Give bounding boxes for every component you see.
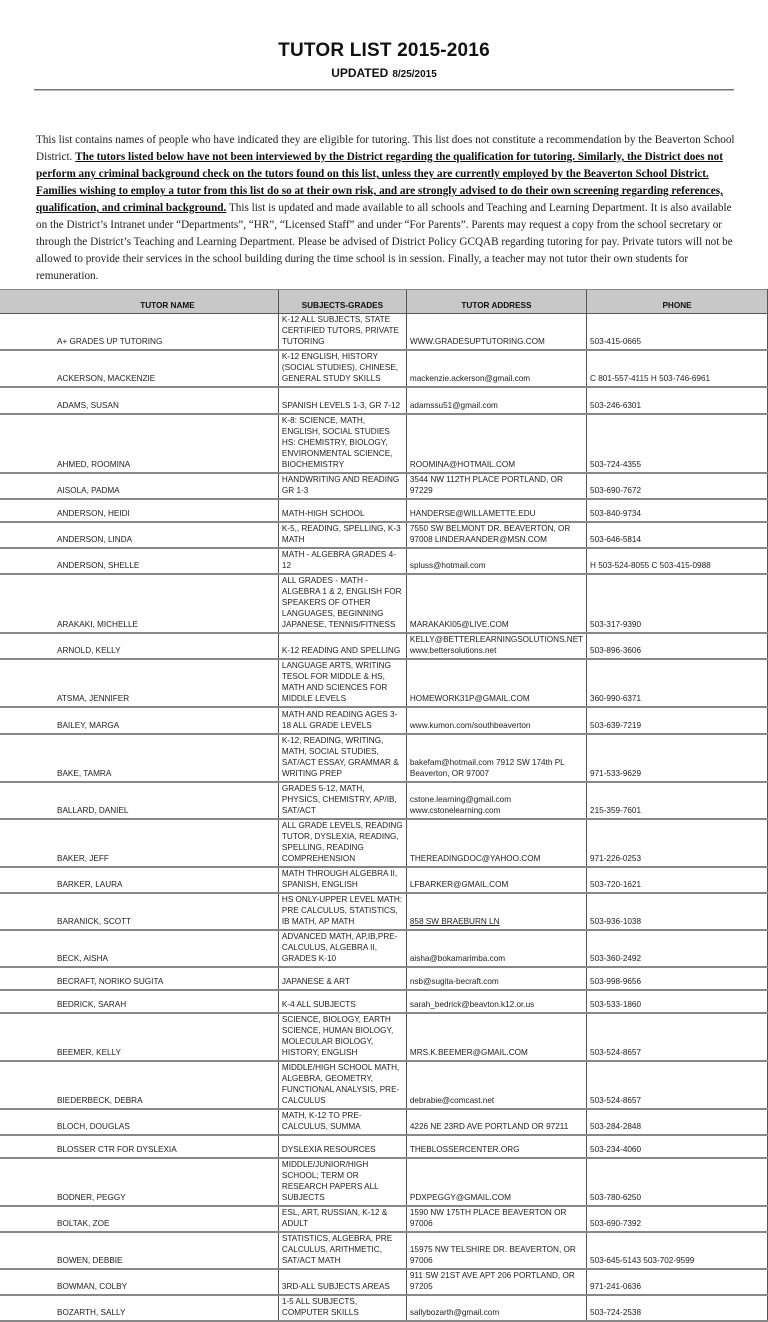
subjects-cell: K-4 ALL SUBJECTS	[278, 990, 406, 1013]
tutor-name-cell: AHMED, ROOMINA	[0, 414, 278, 473]
subjects-cell: ESL, ART, RUSSIAN, K-12 & ADULT	[278, 1206, 406, 1232]
table-row	[0, 1061, 768, 1109]
phone-cell: 503-720-1621	[587, 867, 768, 893]
phone-cell: 503-724-2538	[587, 1295, 768, 1321]
phone-cell: 503-524-8657	[587, 1061, 768, 1109]
address-cell: PDXPEGGY@GMAIL.COM	[406, 1158, 586, 1206]
phone-cell: 971-226-0253	[587, 819, 768, 867]
tutor-name-cell: BARANICK, SCOTT	[0, 893, 278, 930]
table-row	[0, 387, 768, 414]
subjects-cell: K-12, READING, WRITING, MATH, SOCIAL STUDIES, SAT/ACT ESSAY, GRAMMAR & WRITING PREP	[278, 734, 406, 782]
table-row	[0, 659, 768, 707]
table-row	[0, 1206, 768, 1232]
col-header-subjects: SUBJECTS-GRADES	[278, 290, 406, 314]
tutor-name-cell: ADAMS, SUSAN	[0, 387, 278, 414]
phone-cell: 215-359-7601	[587, 782, 768, 819]
table-row	[0, 967, 768, 990]
subjects-cell: K-12 ALL SUBJECTS, STATE CERTIFIED TUTORS, PRIVATE TUTORING	[278, 314, 406, 351]
address-cell: HANDERSE@WILLAMETTE.EDU	[406, 499, 586, 522]
tutor-name-cell: ATSMA, JENNIFER	[0, 659, 278, 707]
address-cell: adamssu51@gmail.com	[406, 387, 586, 414]
table-row	[0, 819, 768, 867]
address-cell: 4226 NE 23RD AVE PORTLAND OR 97211	[406, 1109, 586, 1135]
phone-cell: 503-284-2848	[587, 1109, 768, 1135]
tutor-name-cell: BARKER, LAURA	[0, 867, 278, 893]
subjects-cell: JAPANESE & ART	[278, 967, 406, 990]
table-row	[0, 782, 768, 819]
tutor-table	[0, 289, 768, 1322]
address-cell: WWW.GRADESUPTUTORING.COM	[406, 314, 586, 351]
tutor-name-cell: BAILEY, MARGA	[0, 707, 278, 734]
address-cell: MARAKAKI05@LIVE.COM	[406, 574, 586, 633]
table-row	[0, 867, 768, 893]
subjects-cell: K-12 READING AND SPELLING	[278, 633, 406, 659]
phone-cell: 503-360-2492	[587, 930, 768, 967]
address-cell: nsb@sugita-becraft.com	[406, 967, 586, 990]
tutor-name-cell: ARAKAKI, MICHELLE	[0, 574, 278, 633]
subjects-cell: K-8: SCIENCE, MATH, ENGLISH, SOCIAL STUDIES HS: CHEMISTRY, BIOLOGY, ENVIRONMENTAL SCIENCE, BIOCHEMISTRY	[278, 414, 406, 473]
table-row	[0, 1158, 768, 1206]
tutor-name-cell: BECRAFT, NORIKO SUGITA	[0, 967, 278, 990]
address-cell: 15975 NW TELSHIRE DR. BEAVERTON, OR 97006	[406, 1232, 586, 1269]
table-row	[0, 734, 768, 782]
header-divider	[34, 89, 734, 91]
subjects-cell: MIDDLE/JUNIOR/HIGH SCHOOL; TERM OR RESEARCH PAPERS ALL SUBJECTS	[278, 1158, 406, 1206]
table-row	[0, 1135, 768, 1158]
tutor-name-cell: BALLARD, DANIEL	[0, 782, 278, 819]
address-cell: KELLY@BETTERLEARNINGSOLUTIONS.NET www.bettersolutions.net	[406, 633, 586, 659]
tutor-name-cell: BECK, AISHA	[0, 930, 278, 967]
table-row	[0, 548, 768, 574]
address-cell: aisha@bokamarimba.com	[406, 930, 586, 967]
table-body	[0, 314, 768, 1322]
subjects-cell: MATH AND READING AGES 3-18 ALL GRADE LEVELS	[278, 707, 406, 734]
page-title: TUTOR LIST 2015-2016	[278, 40, 490, 61]
tutor-name-cell: A+ GRADES UP TUTORING	[0, 314, 278, 351]
phone-cell: 503-936-1038	[587, 893, 768, 930]
tutor-name-cell: BODNER, PEGGY	[0, 1158, 278, 1206]
phone-cell: 503-639-7219	[587, 707, 768, 734]
address-cell: cstone.learning@gmail.com www.cstonelearning.com	[406, 782, 586, 819]
phone-cell: 503-234-4060	[587, 1135, 768, 1158]
tutor-name-cell: BLOCH, DOUGLAS	[0, 1109, 278, 1135]
phone-cell: 360-990-6371	[587, 659, 768, 707]
tutor-name-cell: BOWEN, DEBBIE	[0, 1232, 278, 1269]
phone-cell: 503-533-1860	[587, 990, 768, 1013]
table-row	[0, 414, 768, 473]
table-row	[0, 930, 768, 967]
table-row	[0, 1269, 768, 1295]
address-cell: 7550 SW BELMONT DR. BEAVERTON, OR 97008 LINDERAANDER@MSN.COM	[406, 522, 586, 548]
subjects-cell: K-5,, READING, SPELLING, K-3 MATH	[278, 522, 406, 548]
address-cell: LFBARKER@GMAIL.COM	[406, 867, 586, 893]
table-row	[0, 574, 768, 633]
phone-cell: 503-998-9656	[587, 967, 768, 990]
subjects-cell: MATH THROUGH ALGEBRA II, SPANISH, ENGLISH	[278, 867, 406, 893]
tutor-name-cell: ACKERSON, MACKENZIE	[0, 350, 278, 387]
subjects-cell: K-12 ENGLISH, HISTORY (SOCIAL STUDIES), CHINESE, GENERAL STUDY SKILLS	[278, 350, 406, 387]
subjects-cell: MATH-HIGH SCHOOL	[278, 499, 406, 522]
subjects-cell: ALL GRADES - MATH - ALGEBRA 1 & 2, ENGLISH FOR SPEAKERS OF OTHER LANGUAGES, BEGINNING JAPANESE, TENNIS/FITNESS	[278, 574, 406, 633]
tutor-name-cell: AISOLA, PADMA	[0, 473, 278, 499]
tutor-name-cell: ANDERSON, SHELLE	[0, 548, 278, 574]
tutor-name-cell: BLOSSER CTR FOR DYSLEXIA	[0, 1135, 278, 1158]
tutor-name-cell: BOLTAK, ZOE	[0, 1206, 278, 1232]
tutor-name-cell: ARNOLD, KELLY	[0, 633, 278, 659]
phone-cell: H 503-524-8055 C 503-415-0988	[587, 548, 768, 574]
updated-line	[0, 66, 768, 80]
address-cell: www.kumon.com/southbeaverton	[406, 707, 586, 734]
disclaimer-text-1: This list contains names of people who have indicated they are eligible for tutoring. This list does not constitute a recommendation by the Beaverton School District.	[36, 134, 735, 163]
table-row	[0, 707, 768, 734]
table-header-row	[0, 290, 768, 314]
tutor-name-cell: BIEDERBECK, DEBRA	[0, 1061, 278, 1109]
phone-cell: 971-533-9629	[587, 734, 768, 782]
updated-label: UPDATED	[331, 66, 389, 80]
subjects-cell: MIDDLE/HIGH SCHOOL MATH, ALGEBRA, GEOMETRY, FUNCTIONAL ANALYSIS, PRE-CALCULUS	[278, 1061, 406, 1109]
phone-cell: 503-780-6250	[587, 1158, 768, 1206]
address-cell: mackenzie.ackerson@gmail.com	[406, 350, 586, 387]
table-row	[0, 1013, 768, 1061]
phone-cell: 503-415-0665	[587, 314, 768, 351]
phone-cell: 503-645-5143 503-702-9599	[587, 1232, 768, 1269]
address-cell: sallybozarth@gmail.com	[406, 1295, 586, 1321]
address-cell: THEBLOSSERCENTER.ORG	[406, 1135, 586, 1158]
tutor-name-cell: BOZARTH, SALLY	[0, 1295, 278, 1321]
subjects-cell: MATH - ALGEBRA GRADES 4-12	[278, 548, 406, 574]
address-cell: THEREADINGDOC@YAHOO.COM	[406, 819, 586, 867]
col-header-name: TUTOR NAME	[0, 290, 278, 314]
phone-cell: 503-246-6301	[587, 387, 768, 414]
table-row	[0, 314, 768, 351]
tutor-name-cell: BEDRICK, SARAH	[0, 990, 278, 1013]
phone-cell: 503-690-7392	[587, 1206, 768, 1232]
table-row	[0, 1295, 768, 1321]
phone-cell: 503-317-9390	[587, 574, 768, 633]
tutor-name-cell: BAKE, TAMRA	[0, 734, 278, 782]
tutor-name-cell: BOWMAN, COLBY	[0, 1269, 278, 1295]
address-cell: sarah_bedrick@beavton.k12.or.us	[406, 990, 586, 1013]
address-cell: HOMEWORK31P@GMAIL.COM	[406, 659, 586, 707]
updated-date: 8/25/2015	[392, 69, 437, 80]
phone-cell: 503-724-4355	[587, 414, 768, 473]
subjects-cell: HS ONLY-UPPER LEVEL MATH: PRE CALCULUS, STATISTICS, IB MATH, AP MATH	[278, 893, 406, 930]
table-row	[0, 1232, 768, 1269]
subjects-cell: ALL GRADE LEVELS, READING TUTOR, DYSLEXIA, READING, SPELLING, READING COMPREHENSION	[278, 819, 406, 867]
subjects-cell: 3RD-ALL SUBJECTS AREAS	[278, 1269, 406, 1295]
subjects-cell: GRADES 5-12, MATH, PHYSICS, CHEMISTRY, AP/IB, SAT/ACT	[278, 782, 406, 819]
phone-cell: 503-524-8657	[587, 1013, 768, 1061]
subjects-cell: ADVANCED MATH, AP,IB,PRE-CALCULUS, ALGEBRA II, GRADES K-10	[278, 930, 406, 967]
table-row	[0, 633, 768, 659]
tutor-name-cell: ANDERSON, HEIDI	[0, 499, 278, 522]
phone-cell: 503-646-5814	[587, 522, 768, 548]
address-cell: 858 SW BRAEBURN LN	[406, 893, 586, 930]
address-cell: MRS.K.BEEMER@GMAIL.COM	[406, 1013, 586, 1061]
address-cell: debrabie@comcast.net	[406, 1061, 586, 1109]
subjects-cell: 1-5 ALL SUBJECTS, COMPUTER SKILLS	[278, 1295, 406, 1321]
address-cell: spluss@hotmail.com	[406, 548, 586, 574]
address-cell: bakefam@hotmail.com 7912 SW 174th PL Beaverton, OR 97007	[406, 734, 586, 782]
phone-cell: 503-896-3606	[587, 633, 768, 659]
subjects-cell: LANGUAGE ARTS, WRITING TESOL FOR MIDDLE & HS, MATH AND SCIENCES FOR MIDDLE LEVELS	[278, 659, 406, 707]
disclaimer-paragraph	[36, 132, 736, 285]
table-row	[0, 350, 768, 387]
address-cell: 911 SW 21ST AVE APT 206 PORTLAND, OR 97205	[406, 1269, 586, 1295]
table-row	[0, 893, 768, 930]
address-cell: 1590 NW 175TH PLACE BEAVERTON OR 97006	[406, 1206, 586, 1232]
tutor-name-cell: BAKER, JEFF	[0, 819, 278, 867]
table-row	[0, 1109, 768, 1135]
subjects-cell: SCIENCE, BIOLOGY, EARTH SCIENCE, HUMAN BIOLOGY, MOLECULAR BIOLOGY, HISTORY, ENGLISH	[278, 1013, 406, 1061]
disclaimer-text-2: This list is updated and made available to all schools and Teaching and Learning Department. It is also available on the District’s Intranet under “Departments”, “HR”, “Licensed Staff” and under “For Parents”. Parents may request a copy from the school secretary or through the District’s Teaching and Learning Department. Please be advised of District Policy GCQAB regarding tutoring for pay. Private tutors will not be allowed to provide their services in the school building during the time school is in session. Finally, a teacher may not tutor their own students for remuneration.	[36, 202, 733, 282]
phone-cell: 503-840-9734	[587, 499, 768, 522]
col-header-phone: PHONE	[587, 290, 768, 314]
table-row	[0, 499, 768, 522]
table-row	[0, 473, 768, 499]
tutor-name-cell: BEEMER, KELLY	[0, 1013, 278, 1061]
address-cell: ROOMINA@HOTMAIL.COM	[406, 414, 586, 473]
table-row	[0, 990, 768, 1013]
table-row	[0, 522, 768, 548]
subjects-cell: SPANISH LEVELS 1-3, GR 7-12	[278, 387, 406, 414]
tutor-name-cell: ANDERSON, LINDA	[0, 522, 278, 548]
phone-cell: C 801-557-4115 H 503-746-6961	[587, 350, 768, 387]
subjects-cell: STATISTICS, ALGEBRA, PRE CALCULUS, ARITHMETIC, SAT/ACT MATH	[278, 1232, 406, 1269]
subjects-cell: HANDWRITING AND READING GR 1-3	[278, 473, 406, 499]
phone-cell: 503-690-7672	[587, 473, 768, 499]
address-cell: 3544 NW 112TH PLACE PORTLAND, OR 97229	[406, 473, 586, 499]
subjects-cell: DYSLEXIA RESOURCES	[278, 1135, 406, 1158]
col-header-address: TUTOR ADDRESS	[406, 290, 586, 314]
disclaimer-warning: The tutors listed below have not been interviewed by the District regarding the qualification for tutoring. Similarly, the District does not perform any criminal background check on the tutors found on this list, unless they are currently employed by the Beaverton School District. Families wishing to employ a tutor from this list do so at their own risk, and are strongly advised to do their own screening regarding references, qualification, and criminal background.	[36, 151, 723, 214]
subjects-cell: MATH, K-12 TO PRE-CALCULUS, SUMMA	[278, 1109, 406, 1135]
phone-cell: 971-241-0636	[587, 1269, 768, 1295]
